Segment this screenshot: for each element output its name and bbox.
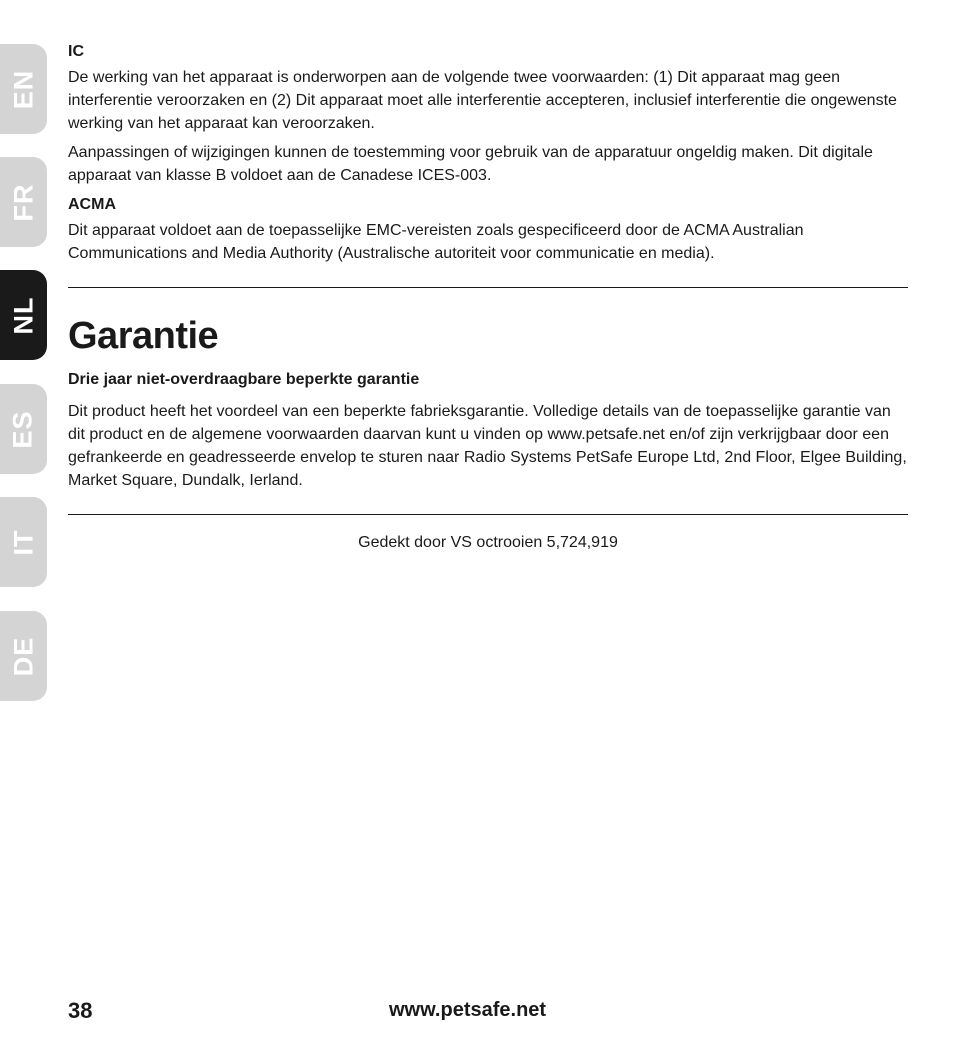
ic-paragraph-2: Aanpassingen of wijzigingen kunnen de toestemming voor gebruik van de apparatuur ongeldig maken. Dit digitale apparaat van klasse B voldoet aan de Canadese ICES-003.: [68, 144, 873, 184]
footer-url[interactable]: www.petsafe.net: [389, 999, 547, 1021]
patent-note: Gedekt door VS octrooien 5,724,919: [358, 534, 618, 551]
tab-de[interactable]: [0, 611, 47, 701]
warranty-title: Garantie: [68, 315, 219, 357]
tab-es[interactable]: [0, 384, 47, 474]
tab-label: EN: [7, 69, 38, 109]
ic-heading: IC: [68, 43, 84, 60]
section-divider: [68, 287, 908, 288]
tab-nl[interactable]: [0, 270, 47, 360]
tab-label: ES: [8, 409, 38, 449]
tab-label: DE: [7, 636, 38, 676]
tab-label: NL: [8, 296, 38, 334]
tab-label: FR: [8, 183, 38, 221]
warranty-subtitle: Drie jaar niet-overdraagbare beperkte garantie: [68, 371, 420, 388]
patent-divider: [68, 514, 908, 515]
acma-heading: ACMA: [68, 196, 116, 213]
page-content: [68, 42, 908, 553]
tab-it[interactable]: [0, 497, 47, 587]
ic-paragraph-1: De werking van het apparaat is onderworpen aan de volgende twee voorwaarden: (1) Dit apparaat mag geen interferentie veroorzaken en (2) Dit apparaat moet alle interferentie accepteren, inclusief interferentie die ongewenste werking van het apparaat kan veroorzaken.: [68, 69, 897, 132]
language-tabs: [0, 0, 48, 1045]
tab-en[interactable]: [0, 44, 47, 134]
warranty-paragraph: Dit product heeft het voordeel van een beperkte fabrieksgarantie. Volledige details van de toepasselijke garantie van dit product en de algemene voorwaarden daarvan kunt u vinden op www.petsafe.net en/of zijn verkrijgbaar door een gefrankeerde en geadresseerde envelop te sturen naar Radio Systems PetSafe Europe Ltd, 2nd Floor, Elgee Building, Market Square, Dundalk, Ierland.: [68, 403, 907, 489]
tab-fr[interactable]: [0, 157, 47, 247]
tab-label: IT: [8, 529, 38, 555]
page-number: 38: [68, 998, 93, 1023]
acma-paragraph: Dit apparaat voldoet aan de toepasselijke EMC-vereisten zoals gespecificeerd door de ACMA Australian Communications and Media Authority (Australische autoriteit voor communicatie en media).: [68, 222, 804, 262]
